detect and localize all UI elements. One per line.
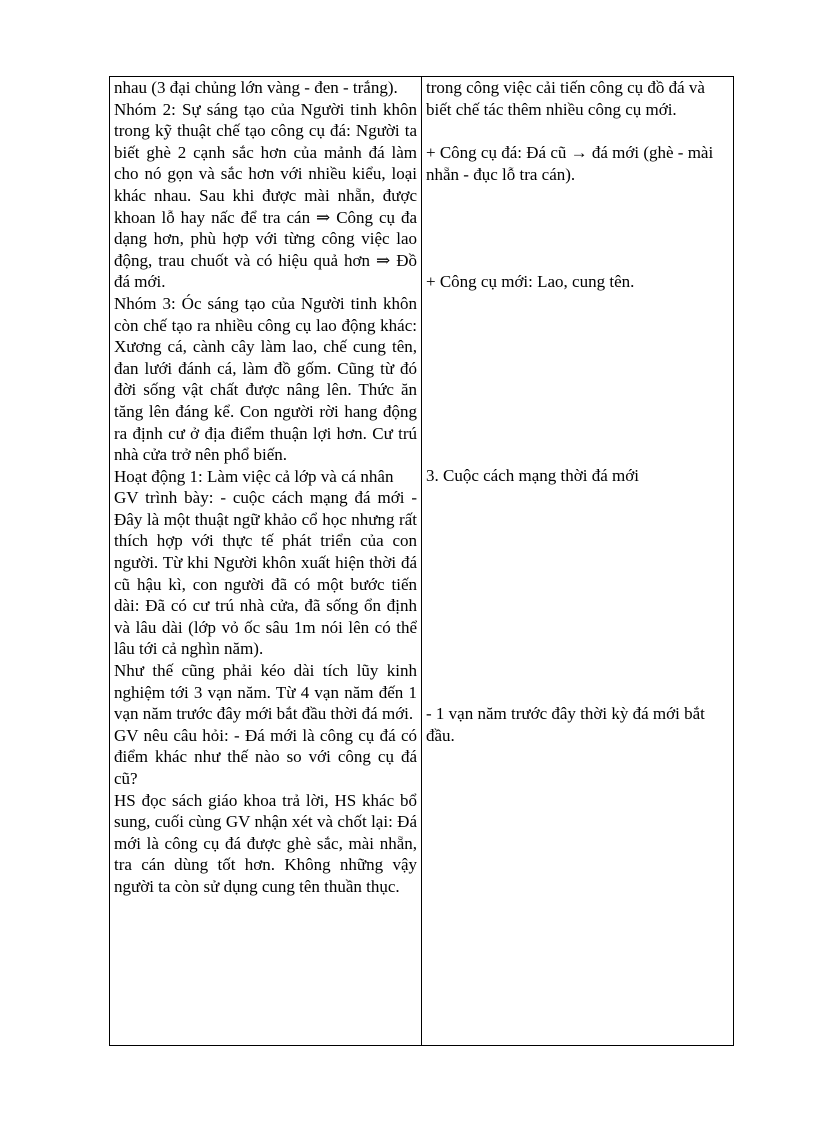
paragraph-continuation: nhau (3 đại chủng lớn vàng - đen - trắng). [114, 78, 398, 97]
paragraph-accumulation: Như thế cũng phải kéo dài tích lũy kinh nghiệm tới 3 vạn năm. Từ 4 vạn năm đến 1 vạn năm trước đây mới bắt đầu thời đá mới. [114, 661, 417, 724]
paragraph-group-3: Nhóm 3: Óc sáng tạo của Người tinh khôn còn chế tạo ra nhiều công cụ lao động khác: Xương cá, cành cây làm lao, chế cung tên, đan lưới đánh cá, làm đồ gốm. Cũng từ đó đời sống vật chất được nâng lên. Thức ăn tăng lên đáng kể. Con người rời hang động ra định cư ở địa điểm thuận lợi hơn. Cư trú nhà cửa trở nên phổ biến. [114, 293, 417, 465]
paragraph-student-answer: HS đọc sách giáo khoa trả lời, HS khác bổ sung, cuối cùng GV nhận xét và chốt lại: Đá mới là công cụ đá được ghè sắc, mài nhẵn, tra cán dùng tốt hơn. Không những vậy người ta còn sử dụng cung tên thuần thục. [114, 790, 417, 896]
lesson-table [109, 76, 734, 1046]
content-block-stone-tools: + Công cụ đá: Đá cũ → đá mới (ghè - mài nhẵn - đục lỗ tra cán). [426, 143, 714, 184]
paragraph-group-2: Nhóm 2: Sự sáng tạo của Người tinh khôn trong kỹ thuật chế tạo công cụ đá: Người ta biết ghè 2 cạnh sắc hơn của mảnh đá làm cho nó gọn và sắc hơn với nhiều kiểu, loại khác nhau. Sau khi được mài nhẵn, được khoan lỗ hay nấc để tra cán ⇒ Công cụ đa dạng hơn, phù hợp với từng công việc lao động, trau chuốt và có hiệu quả hơn ⇒ Đồ đá mới. [114, 99, 417, 292]
knowledge-content-cell [422, 77, 734, 1046]
paragraph-teacher-presents: GV trình bày: - cuộc cách mạng đá mới - Đây là một thuật ngữ khảo cổ học nhưng rất thích hợp với thực tế phát triển của con người. Từ khi Người khôn xuất hiện thời đá cũ hậu kì, con người đã có một bước tiến dài: Đã có cư trú nhà cửa, đã sống ổn định và lâu dài (lớp vỏ ốc sâu 1m nói lên có thể lâu tới cả nghìn năm). [114, 488, 417, 659]
content-block-new-tools: + Công cụ mới: Lao, cung tên. [426, 272, 635, 291]
content-block-neolithic-start: - 1 vạn năm trước đây thời kỳ đá mới bắt đầu. [426, 704, 705, 745]
teacher-student-activities-cell [110, 77, 422, 1046]
content-block-tools-improvement: trong công việc cải tiến công cụ đồ đá và biết chế tác thêm nhiều công cụ mới. [426, 78, 705, 119]
content-heading-neolithic-revolution: 3. Cuộc cách mạng thời đá mới [426, 466, 639, 485]
paragraph-activity-1: Hoạt động 1: Làm việc cả lớp và cá nhân [114, 466, 394, 486]
paragraph-teacher-question: GV nêu câu hỏi: - Đá mới là công cụ đá có điểm khác như thế nào so với công cụ đá cũ? [114, 725, 417, 788]
table-row [110, 77, 734, 1046]
